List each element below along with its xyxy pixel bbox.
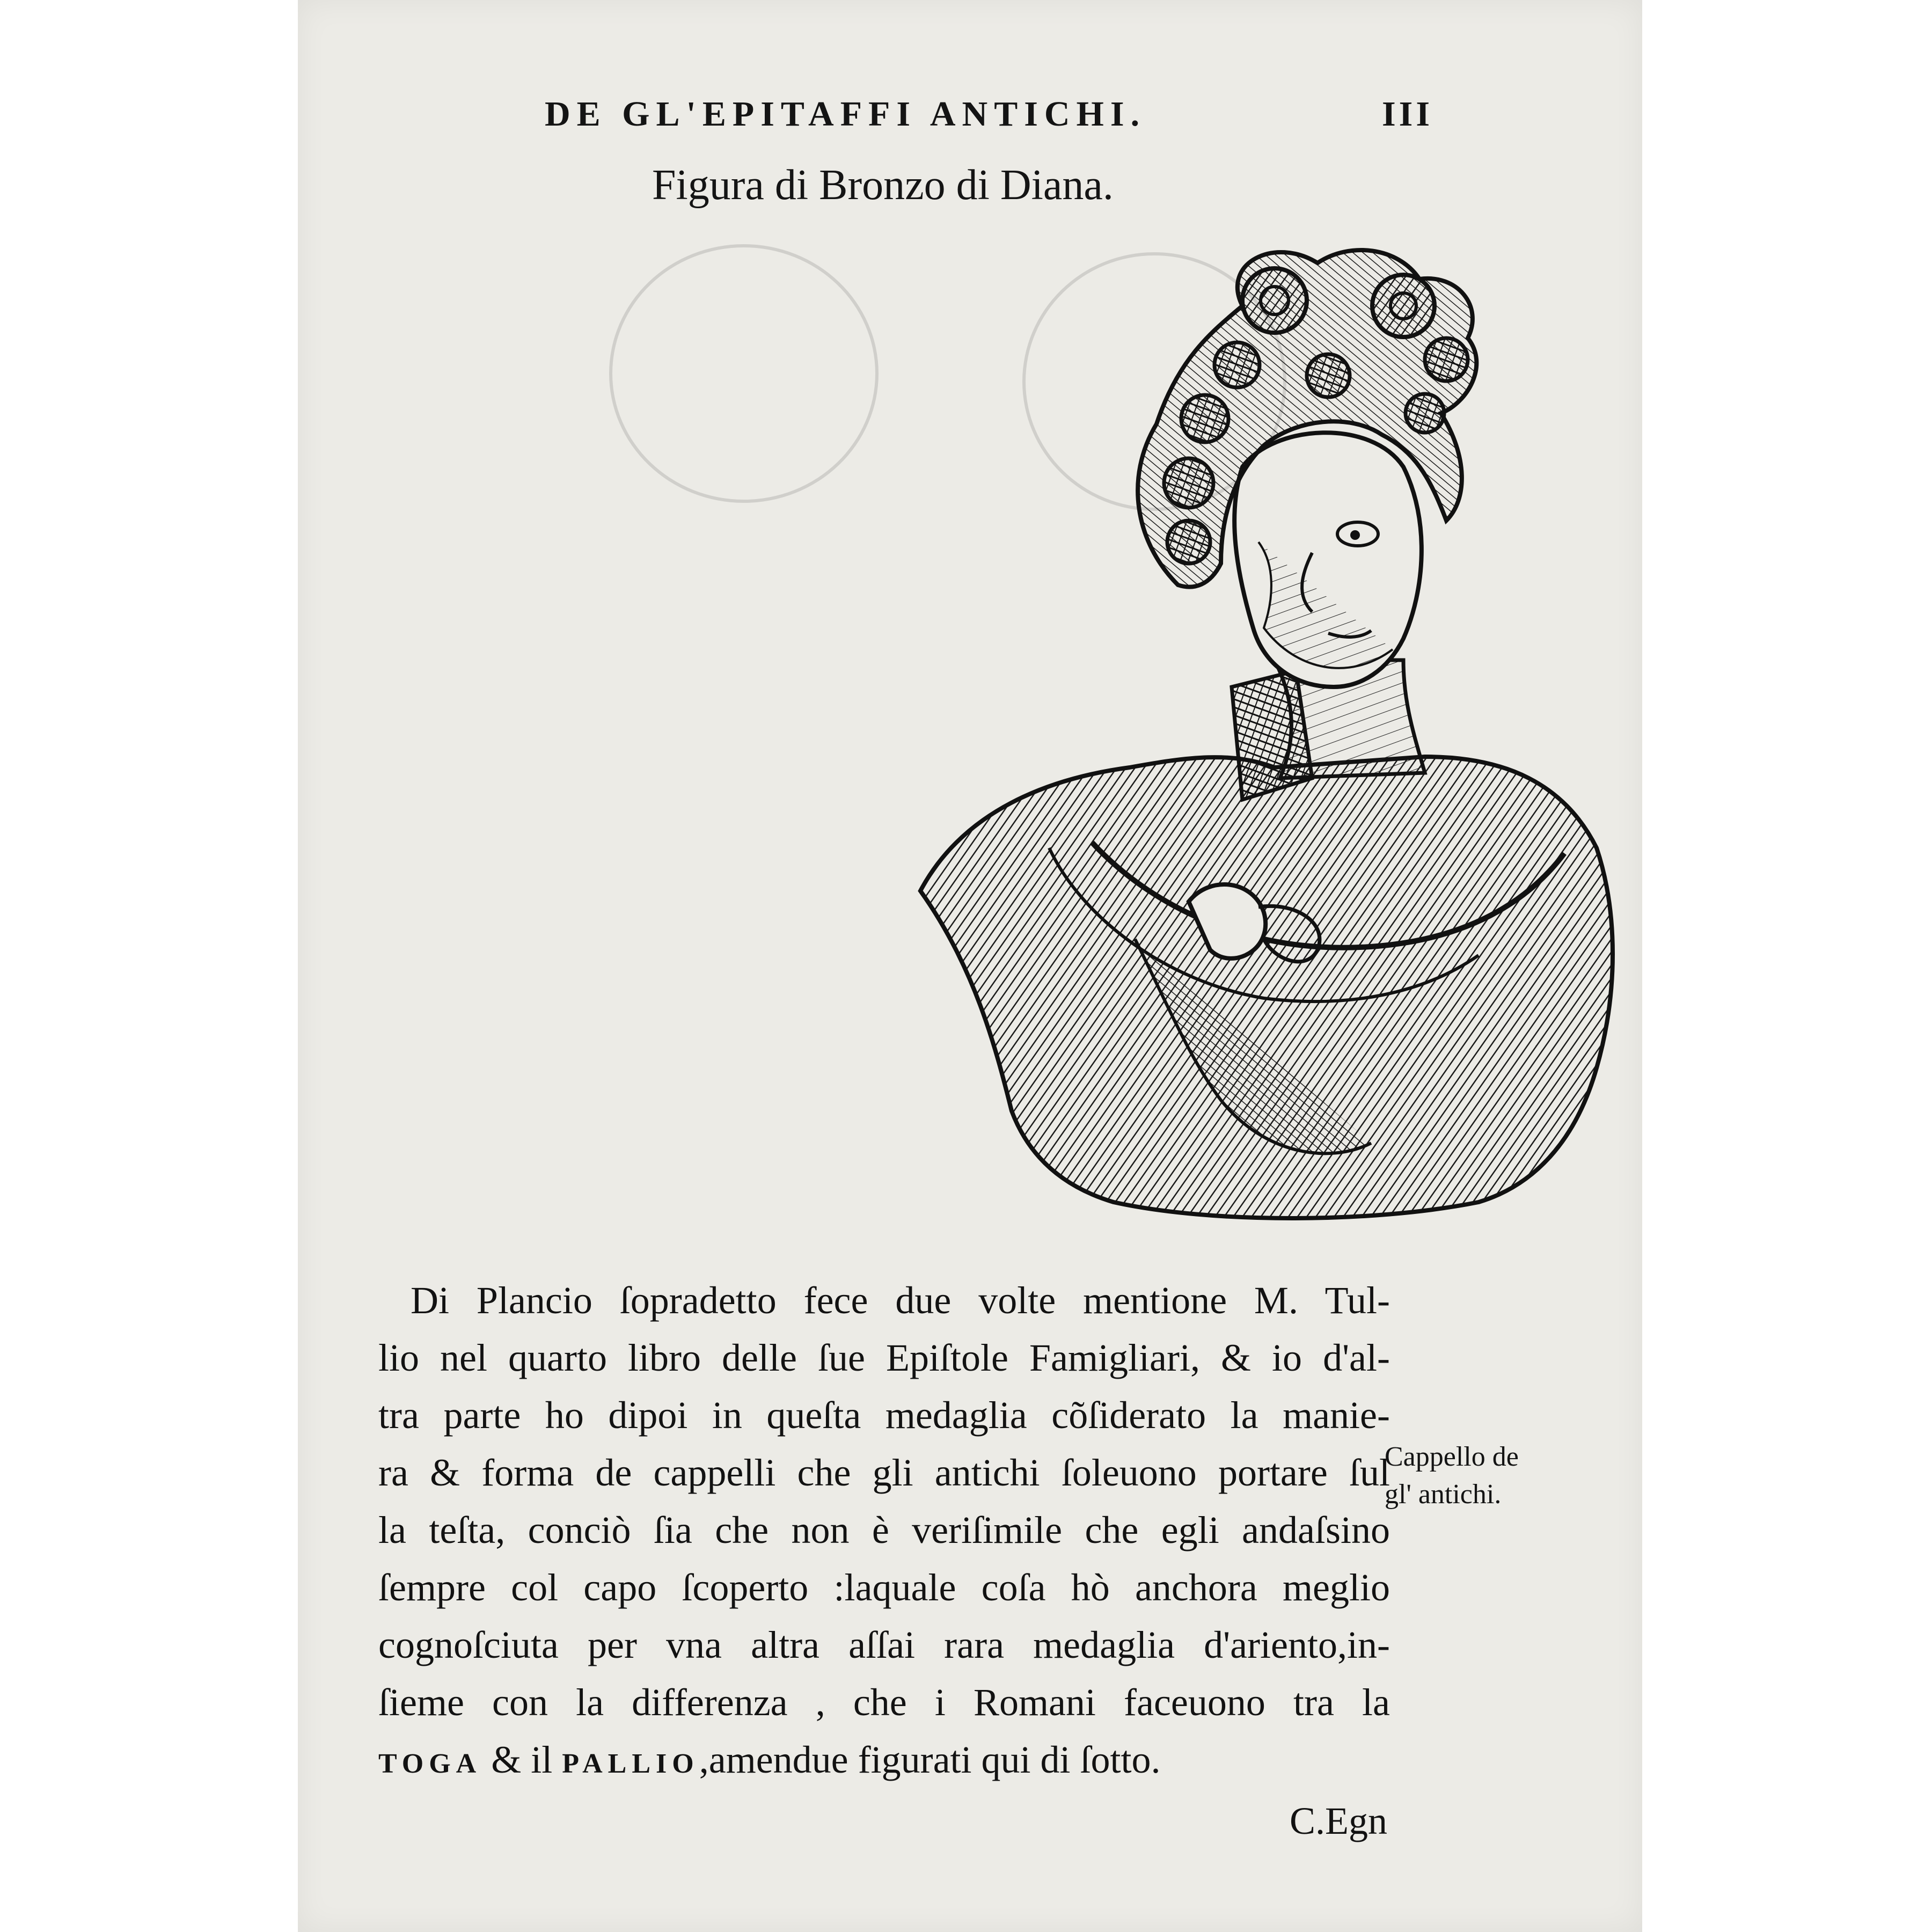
page-number: III xyxy=(1382,94,1433,134)
catchword: C.Egn xyxy=(1289,1799,1387,1842)
text-line: lio nel quarto libro delle ſue Epiſtole Famigliari, & io d'al- xyxy=(378,1336,1390,1379)
small-caps-pallio: PALLIO xyxy=(562,1748,699,1779)
text-line: ſieme con la differenza , che i Romani faceuono tra la xyxy=(378,1681,1390,1724)
diana-bust-illustration xyxy=(888,241,1801,1234)
book-page xyxy=(298,0,1642,1932)
text-line: ſempre col capo ſcoperto :laquale coſa hò anchora meglio xyxy=(378,1566,1390,1609)
marginal-note xyxy=(1385,1438,1562,1513)
conjunction-text: & il xyxy=(481,1738,562,1781)
line-ending-text: ,amendue figurati qui di ſotto. xyxy=(699,1738,1161,1781)
body-paragraph xyxy=(378,1272,1390,1850)
running-head-title: DE GL'EPITAFFI ANTICHI. xyxy=(545,94,1146,134)
running-head xyxy=(545,94,1446,135)
text-line: Di Plancio ſopradetto fece due volte mentione M. Tul- xyxy=(411,1279,1390,1322)
text-line: la teſta, conciò ſia che non è veriſimile che egli andaſsino xyxy=(378,1509,1390,1552)
figure-caption: Figura di Bronzo di Diana. xyxy=(652,162,1114,209)
marginal-note-line: Cappello de xyxy=(1385,1441,1519,1472)
text-line: cognoſciuta per vna altra aſſai rara medaglia d'ariento,in- xyxy=(378,1623,1390,1666)
ghost-medal-left xyxy=(609,244,879,503)
text-line: tra parte ho dipoi in queſta medaglia cõſiderato la manie- xyxy=(378,1394,1390,1437)
text-line: ra & forma de cappelli che gli antichi ſoleuono portare ſul xyxy=(378,1451,1390,1494)
text-line-final xyxy=(378,1731,1390,1792)
marginal-note-line: gl' antichi. xyxy=(1385,1479,1502,1510)
small-caps-toga: TOGA xyxy=(378,1748,482,1779)
